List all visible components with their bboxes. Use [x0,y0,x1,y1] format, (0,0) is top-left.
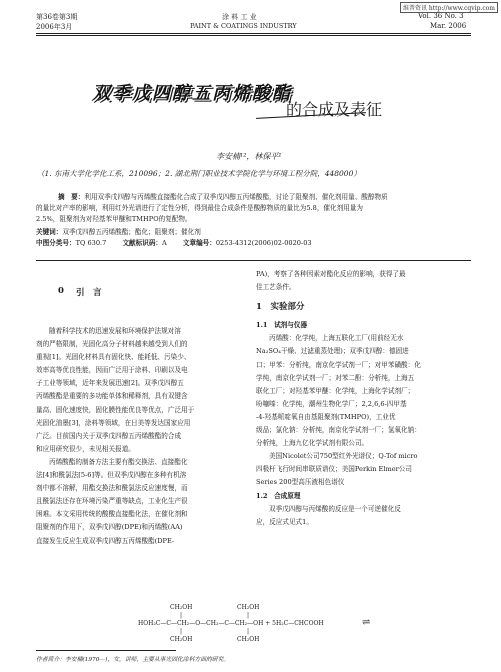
abstract-line: 利用双季戊四醇与丙烯酸直接酯化合成了双季戊四醇五丙烯酸酯，讨论了阻聚剂、催化剂用量、酸醇物质 [84,193,388,201]
section-title: 引 言 [76,288,102,298]
paragraph-line: 联化工厂；对羟基苯甲醚：化学纯，上海化学试剂厂； [256,386,415,395]
paragraph-line: 丙烯酸酯的制备方法主要有酯交换法、直接酯化 [49,457,188,466]
paragraph-line: -4-羟基哌啶氧自由基阻聚剂(TMHPO)，工业优 [256,412,396,421]
doc-value: A [162,239,167,247]
affiliation: （1. 东南大学化学化工系，210096；2. 湖北荆门职业技术学院化学与环境工程分院，448000） [37,169,361,178]
doc-label: 文献标识码： [122,239,163,247]
section-number: 0 [58,286,64,296]
equation-bond: | [247,628,250,635]
journal-name: 涂 料 工 业 [222,13,257,21]
paragraph-line: 应，反应式见式1。 [256,517,313,526]
paragraph-line: 双季戊四醇与丙烯酸的反应是一个可逆催化反 [269,504,401,513]
paragraph-line: 量高、固化速度快，固化膜性能优良等优点，广泛用于 [36,405,195,414]
footnote-rule [36,650,176,651]
paragraph-line: 法[4]和酰氯法[5-6]等。但双季戊四醇在多种有机溶 [36,471,187,480]
article-label: 文章编号： [182,239,216,247]
abstract-label: 摘 要： [58,193,85,201]
paragraph-line: Na₂SO₄干燥、过滤重蒸处理)；双季戊四醇：德固进 [256,347,409,356]
paragraph-line: 美国Nicolet公司750型红外光谱仪；Q-Tof micro [269,452,418,461]
journal-date: 2006年3月 [36,23,73,31]
paragraph-line: 剂中都不溶解，用酯交换法和酰氯法反应速度慢，而 [36,484,188,493]
equation-top-right: CH₂OH [237,604,260,611]
header-rule-thin [36,35,471,36]
equation-main: HOH₂C—C—CH₂—O—CH₂—C—CH₂—OH + 5H₂C—CHCOOH [138,620,324,627]
equation-top-left: CH₂OH [170,604,193,611]
header-rule [36,33,471,34]
left-column [36,325,252,548]
paragraph-line: 分析纯，上海九亿化学试剂有限公司。 [256,439,369,448]
paper-title-main: 双季戊四醇五丙烯酸酯 [92,83,292,104]
paragraph-line: 学纯，南京化学试剂一厂；对苯二酚：分析纯，上海五 [256,373,415,382]
equation-bottom-right: CH₂OH [237,636,260,643]
abstract [36,192,473,249]
paragraph-line: PA)，考察了各种因素对酯化反应的影响，获得了最 [256,270,406,278]
abstract-line: 的量比对产率的影响，利用红外光谱进行了定性分析，得到最佳合成条件是酸醇物质的量比为5.8，催化剂用量为 [36,204,363,212]
equation-bond: | [180,612,183,619]
month-year: Mar. 2006 [430,22,467,30]
abstract-rule [36,260,471,261]
paragraph-line: 吩噻嗪：化学纯，潮州生物化学厂；2,2,6,6-四甲基 [256,399,407,408]
subsection-title: 1.2 合成原理 [256,491,301,500]
paper-title-sub: 的合成及表征 [286,100,383,119]
journal-issue: 第36卷第3期 [36,13,78,21]
paragraph-line: 重视[1]。光固化材料具有固化快、能耗低、污染少、 [36,353,191,362]
volume-number: Vol. 36 No. 3 [418,12,464,20]
subsection-title: 1.1 试剂与仪器 [256,321,308,330]
paragraph-line: Series 200型高压液相色谱仪 [256,478,345,487]
paragraph-line: 子工业等领域，近年来发展迅速[2]。双季戊四醇五 [36,379,184,388]
journal-name-en: PAINT & COATINGS INDUSTRY [190,22,297,30]
equation-bond: | [247,612,250,619]
paragraph-line: 丙烯酸酯是重要的多功能单体和稀释剂，具有双键含 [36,392,188,401]
article-value: 0253-4312(2006)02-0020-03 [215,239,312,247]
watermark: 维普资讯 http://www.cqvip.com [400,2,498,13]
equation-bond: | [180,628,183,635]
right-column [256,268,472,529]
paragraph-line: 且酰氯法还存在环境污染严重等缺点，工业化生产很 [36,497,188,506]
equilibrium-arrow: ⇌ [362,617,371,628]
abstract-line: 2.5%，阻聚剂为对羟基苯甲醚和TMHPO的复配物。 [36,215,192,223]
paragraph-line: 直接发生反应生成双季戊四醇五丙烯酸酯(DPE- [36,536,175,545]
class-label: 中图分类号： [36,239,76,247]
paragraph-line: 剂的严格限制，光固化高分子材料越来越受到人们的 [36,340,188,349]
paragraph-line: 佳工艺条件。 [256,283,296,292]
keywords: 双季戊四醇五丙烯酸酯；酯化；阻聚剂；催化剂 [62,228,201,236]
paragraph-line: 四极杆飞行时间串联质谱仪；美国Perkin Elmer公司 [256,465,412,474]
section-number: 1 [256,302,262,313]
section-title: 实验部分 [270,302,305,313]
paragraph-line: 阻聚剂的作用下，双季戊四醇(DPE)和丙烯酸(AA) [36,523,183,532]
paragraph-line: 光固化油墨[3]，涂料等领域，在日美等发达国家应用 [36,418,191,427]
keywords-label: 关键词： [36,228,63,236]
equation-bottom-left: CH₂OH [170,636,193,643]
paragraph-line: 困难。本文采用传统的酸酸直接酯化法，在催化剂和 [36,510,188,519]
class-value: TQ 630.7 [75,239,107,247]
author-footnote: 作者简介：李安楠(1970—)，女，讲师，主要从事光固化涂料方面的研究。 [36,657,230,663]
paragraph-line: 口；甲苯：分析纯，南京化学试剂一厂；对甲苯磺酸：化 [256,360,421,369]
paragraph-line: 丙烯酸：化学纯，上海五联化工厂(用前经无水 [269,334,404,343]
paragraph-line: 和应用研究很少，未见相关报道。 [36,444,135,453]
paragraph-line: 效率高等优良性能，因而广泛用于涂料、印刷以及电 [36,366,188,375]
authors: 李安楠¹²，林保平¹ [216,152,282,161]
paragraph-line: 广泛。目前国内关于双季戊四醇五丙烯酸酯的合成 [36,431,182,440]
paragraph-line: 随着科学技术的迅速发展和环境保护法规对溶 [49,327,181,335]
paragraph-line: 级品；氯化钠：分析纯，南京化学试剂一厂；氢氧化钠： [256,426,421,435]
